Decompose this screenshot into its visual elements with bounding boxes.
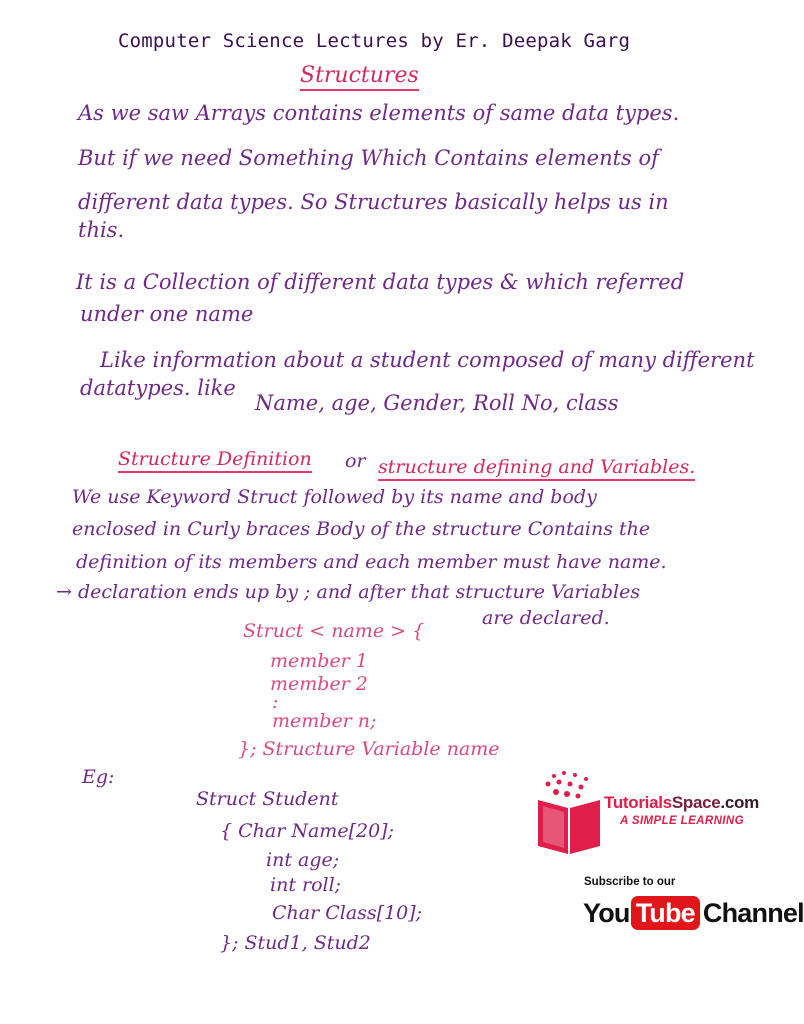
brand-name [604,793,759,813]
youtube-channel: Channel [702,897,804,928]
youtube-tube: Tube [631,896,700,930]
para4-line5: are declared. [482,607,610,629]
example-line1: Struct Student [196,788,339,810]
para2-line1: It is a Collection of different data types & which referred [76,270,685,294]
subtitle-structure-definition: Structure Definition [118,450,312,473]
para4-line3: definition of its members and each member must have name. [76,551,667,573]
youtube-subscribe-text: Subscribe to our [584,876,676,888]
para4-line1: We use Keyword Struct followed by its name and body [72,486,597,508]
book-logo-icon [534,770,604,856]
syntax-member1: member 1 [270,650,368,672]
brand-tagline: A SIMPLE LEARNING [620,815,744,827]
example-line6: }; Stud1, Stud2 [220,932,371,954]
para1-line1: As we saw Arrays contains elements of same data types. [78,101,680,125]
para1-line4: this. [78,218,125,242]
youtube-channel-logo [583,895,804,931]
syntax-closing: }; Structure Variable name [238,738,500,760]
subtitle-structure-defining: structure defining and Variables. [378,458,695,481]
youtube-you: You [583,897,630,928]
para1-line3: different data types. So Structures basically helps us in [78,190,669,214]
brand-part3: .com [720,793,759,812]
para3-line3: Name, age, Gender, Roll No, class [255,391,619,415]
example-label: Eg: [82,766,115,788]
syntax-member-n: member n; [272,710,377,732]
example-line4: int roll; [270,874,342,896]
syntax-ellipsis: : [272,691,279,713]
para3-line2: datatypes. like [80,376,236,400]
example-line2: { Char Name[20]; [220,820,394,842]
syntax-struct-line: Struct < name > { [243,620,425,642]
syntax-member2: member 2 [270,673,368,695]
para3-line1: Like information about a student composed of many different [100,348,755,372]
title-structures: Structures [300,65,419,91]
para4-line4: → declaration ends up by ; and after that structure Variables [56,581,641,603]
example-line5: Char Class[10]; [272,902,423,924]
example-line3: int age; [266,849,340,871]
para1-line2: But if we need Something Which Contains elements of [78,146,659,170]
brand-part1: Tutorials [604,793,672,812]
subtitle-or: or [345,450,366,472]
para4-line2: enclosed in Curly braces Body of the structure Contains the [72,518,651,540]
para2-line2: under one name [80,302,254,326]
page-header: Computer Science Lectures by Er. Deepak Garg [118,30,631,52]
brand-part2: Space [671,793,721,812]
